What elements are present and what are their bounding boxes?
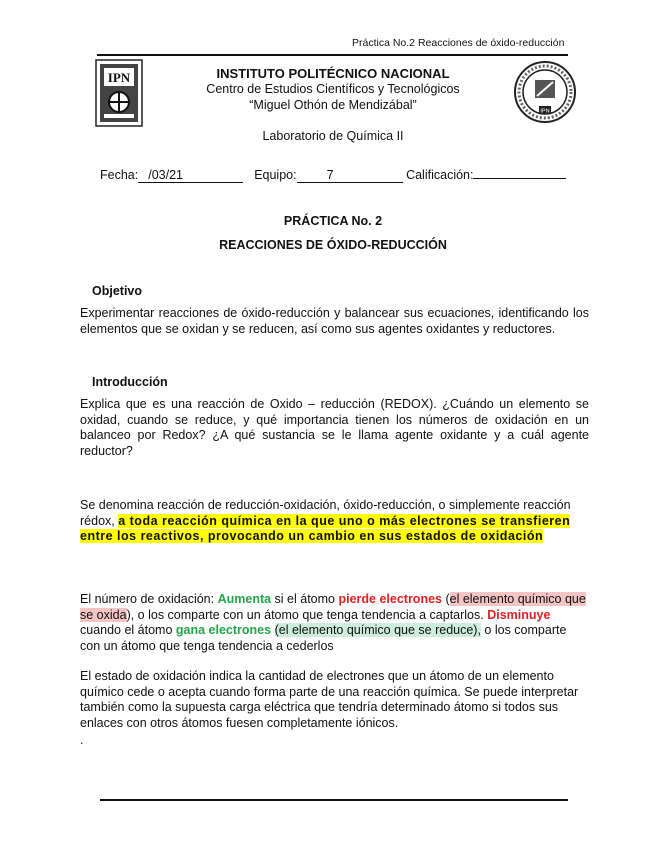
equipo-label: Equipo: bbox=[254, 168, 297, 182]
trailing-mark: . bbox=[80, 733, 84, 747]
oxida-highlight: el elemento químico que se oxida bbox=[80, 592, 586, 622]
objetivo-heading: Objetivo bbox=[92, 284, 143, 298]
cecyt-seal-icon bbox=[513, 60, 577, 124]
oxidation-number-paragraph: El número de oxidación: Aumenta si el átomo pierde electrones (el elemento químico que se oxida), o los comparte con un átomo que tenga tendencia a captarlos. Disminuye cuando el átomo gana electrones (el elemento químico que se reduce), o los comparte con un átomo que tenga tendencia a cederlos bbox=[80, 592, 586, 653]
reduce-highlight: (el elemento químico que se reduce), bbox=[274, 623, 481, 637]
fecha-value: /03/21 bbox=[138, 169, 243, 183]
running-header: Práctica No.2 Reacciones de óxido-reducción bbox=[352, 37, 565, 49]
redox-lead: Se denomina reacción de reducción-oxidación, óxido-reducción, o simplemente reacción rédox, bbox=[80, 498, 571, 528]
calificacion-value bbox=[473, 178, 566, 179]
gana-term: gana electrones bbox=[175, 623, 272, 637]
disminuye-term: Disminuye bbox=[487, 607, 551, 622]
header-fields bbox=[100, 168, 566, 183]
institute-school: “Miguel Othón de Mendizábal” bbox=[249, 98, 417, 112]
introduccion-heading: Introducción bbox=[92, 375, 168, 389]
introduccion-text: Explica que es una reacción de Oxido – reducción (REDOX). ¿Cuándo un elemento se oxidad, cuando se reduce, y qué importancia tienen los números de oxidación en un balanceo por Redox? ¿A qué sustancia se le llama agente oxidante y a cuál agente reductor? bbox=[80, 397, 589, 458]
institute-center: Centro de Estudios Científicos y Tecnológicos bbox=[206, 82, 460, 96]
practice-name-title: REACCIONES DE ÓXIDO-REDUCCIÓN bbox=[219, 238, 447, 252]
header-rule bbox=[97, 54, 568, 56]
fecha-label: Fecha: bbox=[100, 168, 139, 182]
svg-text:IPN: IPN bbox=[107, 70, 131, 85]
equipo-value: 7 bbox=[297, 169, 403, 183]
lab-name: Laboratorio de Química II bbox=[262, 129, 404, 143]
pierde-term: pierde electrones bbox=[338, 592, 442, 606]
practice-number-title: PRÁCTICA No. 2 bbox=[283, 214, 383, 228]
calificacion-label: Calificación: bbox=[406, 168, 474, 182]
oxidation-state-paragraph: El estado de oxidación indica la cantidad de electrones que un átomo de un elemento químico cede o acepta cuando forma parte de una reacción química. Se puede interpretar también como la supuesta carga eléctrica que tendría determinado átomo si todos sus enlaces con otros átomos fuesen completamente iónicos. bbox=[80, 669, 579, 730]
redox-highlight: a toda reacción química en la que uno o más electrones se transfieren entre los reactivos, provocando un cambio en sus estados de oxidación bbox=[80, 513, 571, 543]
svg-text:IPN: IPN bbox=[540, 108, 550, 115]
footer-rule bbox=[100, 799, 568, 801]
aumenta-term: Aumenta bbox=[217, 592, 272, 606]
institute-name: INSTITUTO POLITÉCNICO NACIONAL bbox=[216, 66, 450, 81]
objetivo-text: Experimentar reacciones de óxido-reducción y balancear sus ecuaciones, identificando los elementos que se oxidan y se reducen, así como sus agentes oxidantes y reductores. bbox=[80, 306, 589, 336]
redox-paragraph bbox=[80, 498, 589, 545]
ipn-logo-icon bbox=[92, 58, 146, 128]
